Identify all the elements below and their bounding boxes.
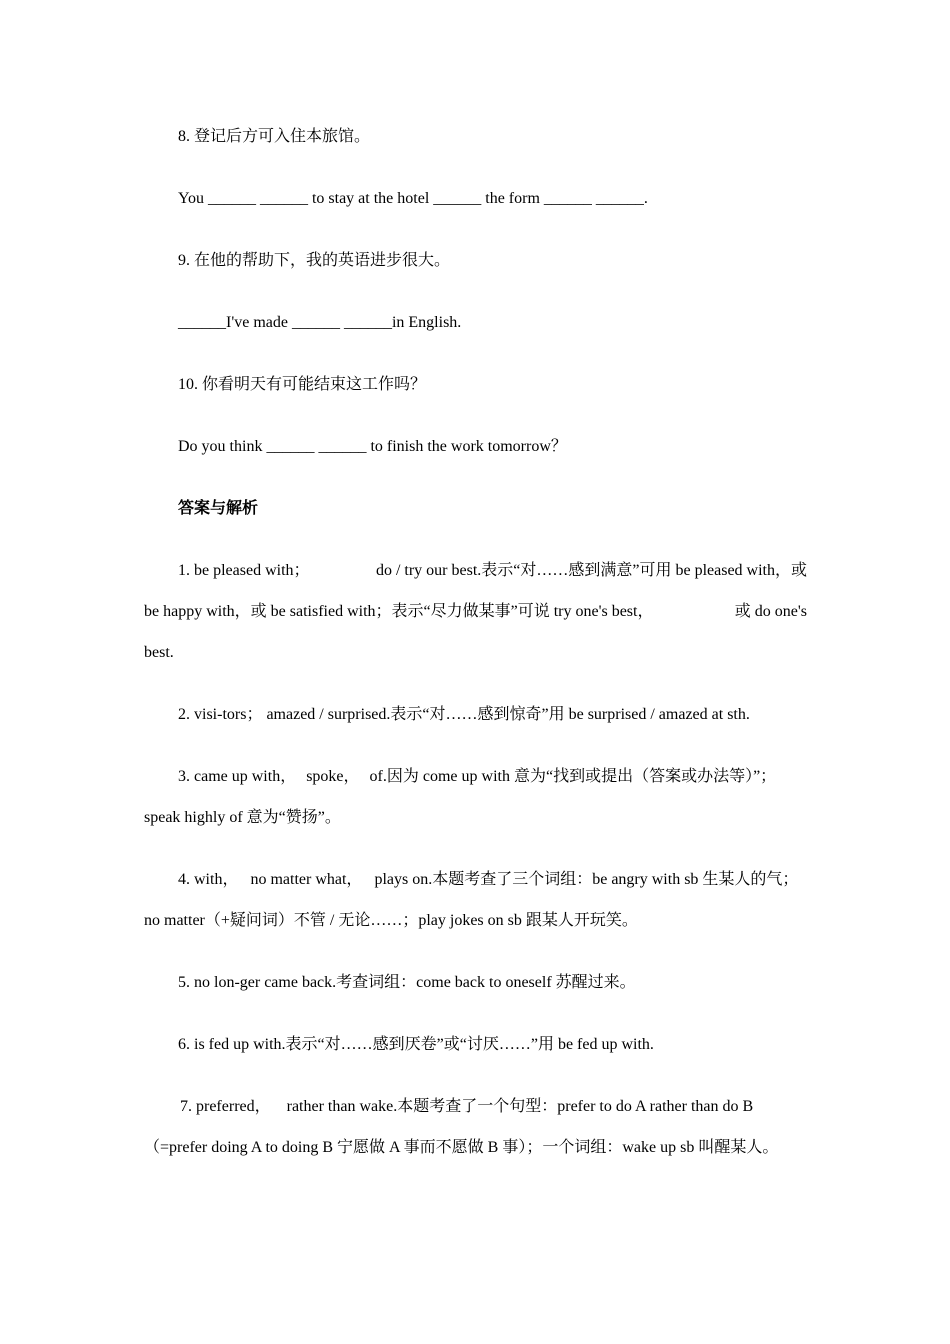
answer-6: 6. is fed up with.表示“对……感到厌卷”或“讨厌……”用 be fed up with. xyxy=(178,1036,654,1053)
answer-1-part-c: be happy with，或 be satisfied with；表示“尽力做某事”可说 try one's best， xyxy=(144,603,654,620)
question-8-chinese: 8. 登记后方可入住本旅馆。 xyxy=(178,128,371,145)
answer-3-part-a: 3. came up with， xyxy=(178,768,297,785)
question-9-chinese: 9. 在他的帮助下，我的英语进步很大。 xyxy=(178,252,451,269)
answer-3-part-c: of.因为 come up with 意为“找到或提出（答案或办法等）”； xyxy=(369,768,777,785)
answer-4-part-c: plays on.本题考查了三个词组：be angry with sb 生某人的气； xyxy=(374,871,799,888)
answer-7-line-1 xyxy=(180,1097,807,1117)
question-9-english: ______I've made ______ ______in English. xyxy=(178,314,462,331)
answer-7-part-a: 7. preferred， xyxy=(180,1098,271,1115)
answer-4-line-1 xyxy=(178,870,815,890)
answers-heading: 答案与解析 xyxy=(178,500,259,517)
answer-4-part-a: 4. with， xyxy=(178,871,239,888)
question-8-english: You ______ ______ to stay at the hotel ______ the form ______ ______. xyxy=(178,190,648,207)
answer-4-part-b: no matter what， xyxy=(250,871,363,888)
answer-7-part-b: rather than wake.本题考查了一个句型：prefer to do A rather than do B xyxy=(286,1098,754,1115)
answer-1-line-2 xyxy=(144,602,807,622)
answer-4-line-2: no matter（+疑问词）不管 / 无论……；play jokes on sb 跟某人开玩笑。 xyxy=(144,912,638,929)
answer-3-line-2: speak highly of 意为“赞扬”。 xyxy=(144,809,341,826)
answer-1-part-a: 1. be pleased with； xyxy=(178,562,310,579)
question-10-english: Do you think ______ ______ to finish the work tomorrow？ xyxy=(178,438,567,455)
answer-7-line-2: （=prefer doing A to doing B 宁愿做 A 事而不愿做 B 事）；一个词组：wake up sb 叫醒某人。 xyxy=(144,1139,779,1156)
answer-1-part-d: 或 do one's xyxy=(734,603,807,620)
answer-1-part-b: do / try our best.表示“对……感到满意”可用 be pleased with，或 xyxy=(375,562,807,579)
answer-3-part-b: spoke， xyxy=(306,768,360,785)
answer-2: 2. visi-tors； amazed / surprised.表示“对……感到惊奇”用 be surprised / amazed at sth. xyxy=(178,706,750,723)
answer-1-line-3: best. xyxy=(144,644,174,661)
answer-5: 5. no lon-ger came back.考查词组：come back to oneself 苏醒过来。 xyxy=(178,974,636,991)
answer-3-line-1 xyxy=(178,767,813,787)
answer-1-line-1 xyxy=(178,561,807,581)
question-10-chinese: 10. 你看明天有可能结束这工作吗？ xyxy=(178,376,427,393)
